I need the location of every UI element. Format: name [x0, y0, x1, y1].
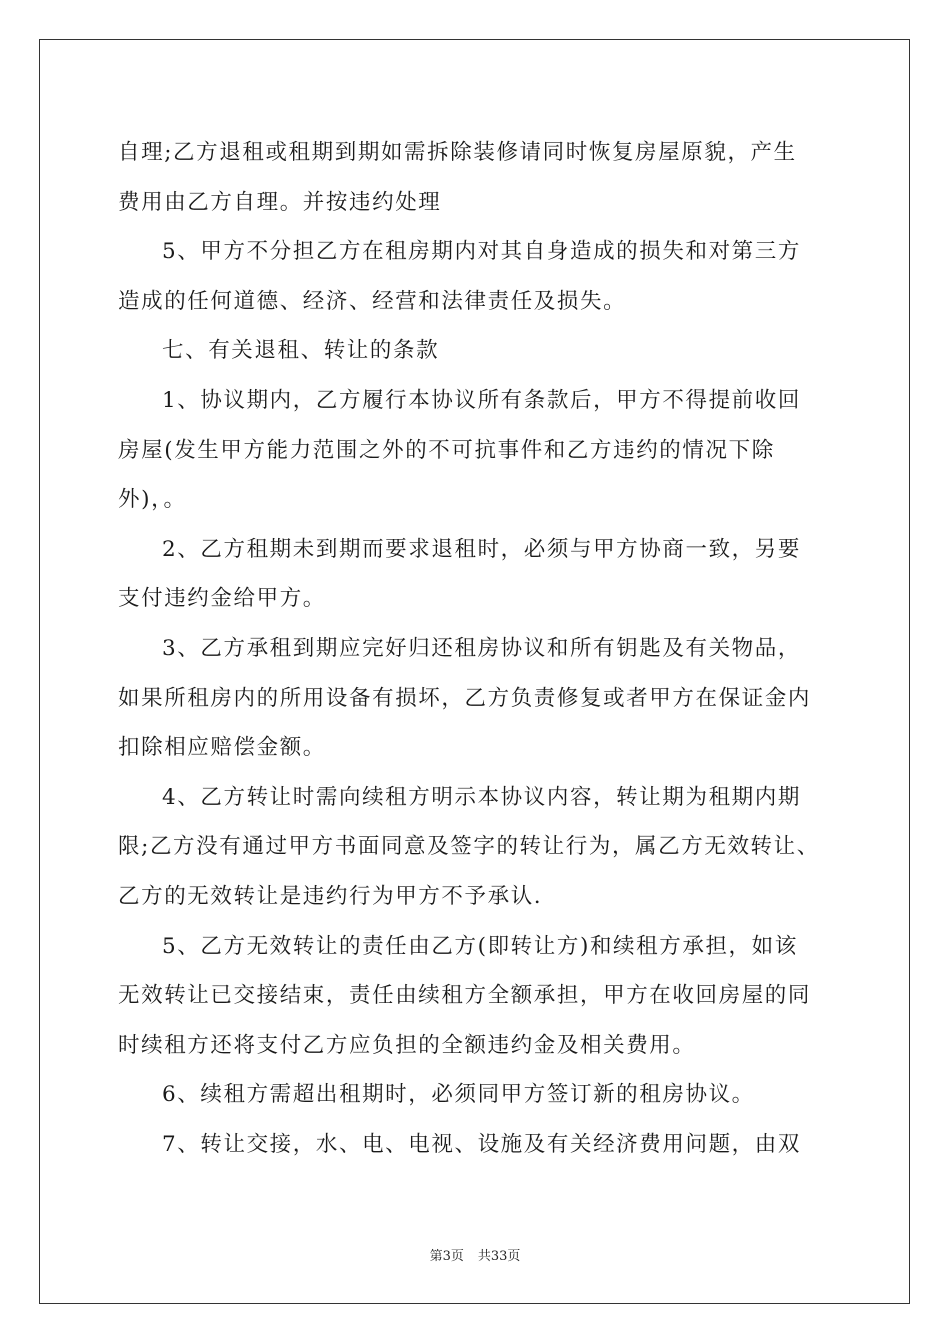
text-line: 5、乙方无效转让的责任由乙方(即转让方)和续租方承担，如该: [162, 933, 798, 959]
text-line: 2、乙方租期未到期而要求退租时，必须与甲方协商一致，另要: [162, 536, 801, 562]
text-line: 自理;乙方退租或租期到期如需拆除装修请同时恢复房屋原貌，产生: [118, 140, 797, 165]
text-line: 外)，。: [118, 487, 187, 513]
text-line: 6、续租方需超出租期时，必须同甲方签订新的租房协议。: [162, 1082, 755, 1108]
text-line: 时续租方还将支付乙方应负担的全额违约金及相关费用。: [118, 1032, 696, 1058]
text-line: 房屋(发生甲方能力范围之外的不可抗事件和乙方违约的情况下除: [118, 437, 775, 463]
text-line: 费用由乙方自理。并按违约处理: [118, 189, 442, 215]
page-number: 第3页: [429, 1249, 464, 1264]
text-line: 无效转让已交接结束，责任由续租方全额承担，甲方在收回房屋的同: [118, 983, 812, 1009]
text-line: 扣除相应赔偿金额。: [118, 735, 326, 761]
document-body: [118, 128, 838, 1169]
text-line: 3、乙方承租到期应完好归还租房协议和所有钥匙及有关物品，: [162, 635, 801, 661]
text-line: 如果所租房内的所用设备有损坏，乙方负责修复或者甲方在保证金内: [118, 685, 812, 711]
text-line: 5、甲方不分担乙方在租房期内对其自身造成的损失和对第三方: [162, 239, 801, 265]
page-footer: [0, 1245, 950, 1264]
text-line: 1、协议期内，乙方履行本协议所有条款后，甲方不得提前收回: [162, 387, 801, 413]
text-line: 限;乙方没有通过甲方书面同意及签字的转让行为，属乙方无效转让、: [118, 834, 820, 860]
text-line: 7、转让交接，水、电、电视、设施及有关经济费用问题，由双: [162, 1131, 801, 1157]
text-line: 4、乙方转让时需向续租方明示本协议内容，转让期为租期内期: [162, 784, 801, 810]
text-line: 乙方的无效转让是违约行为甲方不予承认.: [118, 883, 543, 909]
page-total: 共33页: [477, 1249, 521, 1264]
text-line: 支付违约金给甲方。: [118, 586, 326, 612]
section-heading: 七、有关退租、转让的条款: [162, 338, 440, 364]
text-line: 造成的任何道德、经济、经营和法律责任及损失。: [118, 288, 627, 314]
